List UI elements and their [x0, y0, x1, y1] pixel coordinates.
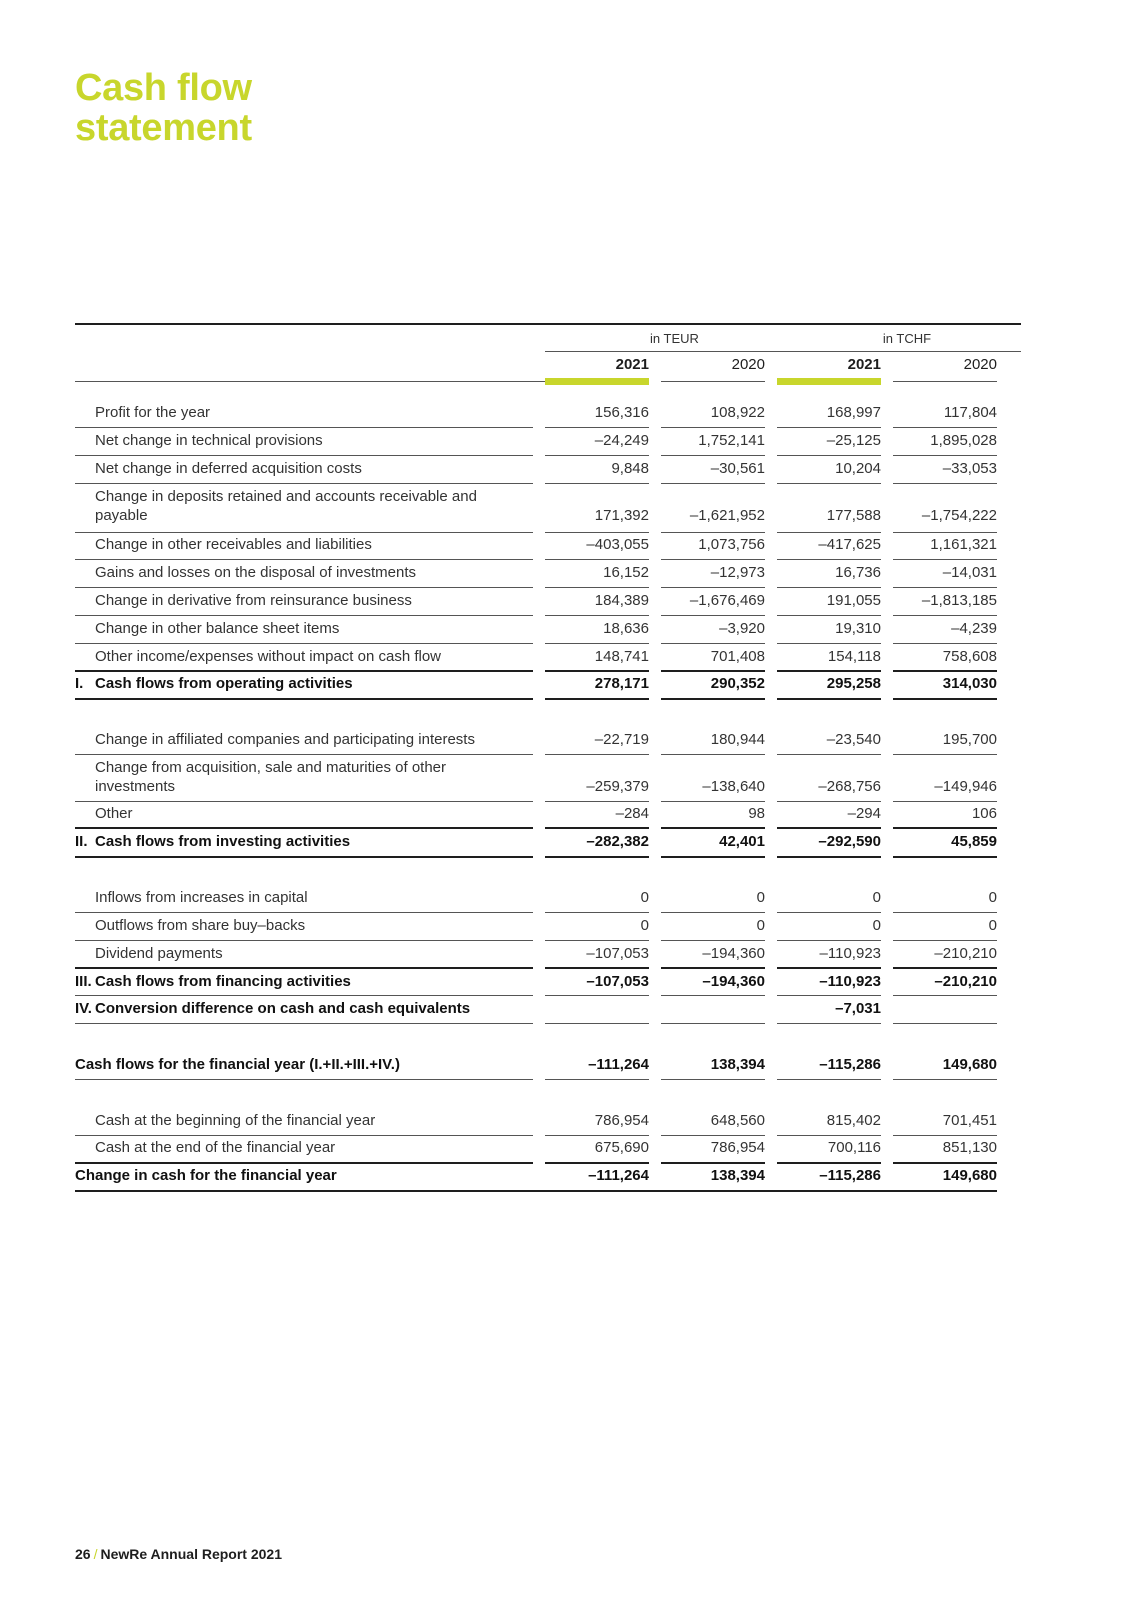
row-rule: [75, 559, 533, 560]
value-cell: –292,590: [818, 833, 881, 850]
value-cell: 290,352: [710, 675, 765, 692]
row-rule: [661, 856, 765, 858]
row-rule: [545, 856, 649, 858]
row-rule: [545, 615, 649, 616]
value-cell: 0: [756, 889, 765, 906]
value-cell: 184,389: [594, 592, 649, 609]
year-header-tchf-2021: 2021: [847, 356, 881, 373]
row-rule: [777, 967, 881, 969]
value-cell: –259,379: [586, 778, 649, 795]
value-cell: –107,053: [586, 945, 649, 962]
row-rule: [777, 801, 881, 802]
value-cell: 786,954: [710, 1139, 765, 1156]
year-header-rule: [893, 381, 997, 382]
year-header-teur-2020: 2020: [731, 356, 765, 373]
row-rule: [661, 1023, 765, 1024]
row-rule: [893, 912, 997, 913]
value-cell: –403,055: [586, 536, 649, 553]
page-title-line-1: Cash flow: [75, 67, 252, 109]
row-rule: [75, 427, 533, 428]
row-rule: [545, 801, 649, 802]
row-rule: [661, 670, 765, 672]
row-label: Cash at the beginning of the financial year: [95, 1112, 376, 1129]
value-cell: 675,690: [594, 1139, 649, 1156]
row-label: Change in affiliated companies and participating interests: [95, 731, 475, 748]
row-rule: [545, 995, 649, 996]
row-label-line: investments: [95, 778, 176, 795]
row-rule: [777, 856, 881, 858]
value-cell: –12,973: [710, 564, 765, 581]
row-rule: [893, 615, 997, 616]
row-rule: [661, 587, 765, 588]
row-rule: [545, 532, 649, 533]
row-label: Net change in technical provisions: [95, 432, 323, 449]
row-rule: [545, 1162, 649, 1164]
value-cell: 138,394: [710, 1167, 765, 1184]
row-rule: [545, 1023, 649, 1024]
value-cell: –23,540: [826, 731, 881, 748]
value-cell: 19,310: [835, 620, 881, 637]
value-cell: –1,754,222: [921, 507, 997, 524]
row-rule: [777, 1135, 881, 1136]
row-rule: [75, 670, 533, 672]
value-cell: 700,116: [827, 1139, 881, 1156]
row-rule: [777, 643, 881, 644]
row-rule: [777, 1162, 881, 1164]
value-cell: 138,394: [710, 1056, 765, 1073]
row-label: Other: [95, 805, 133, 822]
row-rule: [661, 615, 765, 616]
value-cell: 154,118: [827, 648, 881, 665]
value-cell: 149,680: [942, 1056, 997, 1073]
row-rule: [777, 1079, 881, 1080]
value-cell: 1,161,321: [930, 536, 997, 553]
row-rule: [777, 827, 881, 829]
value-cell: 180,944: [710, 731, 765, 748]
row-rule: [75, 801, 533, 802]
value-cell: 1,073,756: [698, 536, 765, 553]
row-rule: [661, 827, 765, 829]
row-rule: [75, 698, 533, 700]
table-top-rule: [75, 323, 1021, 325]
row-label-line: payable: [95, 507, 148, 524]
row-rule: [75, 1079, 533, 1080]
row-rule: [893, 801, 997, 802]
row-label: Other income/expenses without impact on cash flow: [95, 648, 442, 665]
row-rule: [661, 754, 765, 755]
value-cell: 10,204: [835, 460, 881, 477]
value-cell: 0: [988, 889, 997, 906]
value-cell: 177,588: [826, 507, 881, 524]
subtotal-label: Cash flows from operating activities: [95, 675, 353, 692]
year-header-rule: [661, 381, 765, 382]
row-rule: [893, 455, 997, 456]
row-rule: [661, 912, 765, 913]
page-footer: [75, 1546, 282, 1562]
row-rule: [777, 698, 881, 700]
row-label: [95, 487, 530, 525]
row-rule: [661, 801, 765, 802]
subtotal-label: Cash flows from financing activities: [95, 973, 351, 990]
value-cell: 648,560: [710, 1112, 765, 1129]
row-rule: [893, 995, 997, 996]
row-rule: [75, 587, 533, 588]
row-label-line: Change from acquisition, sale and maturities of other: [95, 759, 447, 776]
value-cell: –194,360: [702, 945, 765, 962]
row-rule: [661, 1079, 765, 1080]
value-cell: –138,640: [702, 778, 765, 795]
value-cell: 18,636: [603, 620, 649, 637]
row-rule: [661, 532, 765, 533]
unit-header-tchf: in TCHF: [882, 331, 932, 346]
value-cell: 701,408: [710, 648, 765, 665]
value-cell: –115,286: [819, 1056, 881, 1073]
row-rule: [893, 559, 997, 560]
row-rule: [75, 856, 533, 858]
value-cell: –210,210: [934, 973, 997, 990]
subtotal-label: Cash flows from investing activities: [95, 833, 351, 850]
value-cell: 16,736: [835, 564, 881, 581]
unit-header-rule: [545, 351, 1021, 352]
row-rule: [545, 455, 649, 456]
row-rule: [75, 754, 533, 755]
row-rule: [777, 912, 881, 913]
row-rule: [545, 483, 649, 484]
row-rule: [777, 754, 881, 755]
row-rule: [75, 1162, 533, 1164]
current-year-highlight-teur: [545, 378, 649, 385]
row-rule: [893, 427, 997, 428]
value-cell: –115,286: [819, 1167, 881, 1184]
row-rule: [893, 483, 997, 484]
value-cell: –33,053: [942, 460, 997, 477]
row-rule: [75, 1135, 533, 1136]
value-cell: –194,360: [702, 973, 765, 990]
value-cell: 278,171: [594, 675, 649, 692]
value-cell: –24,249: [594, 432, 649, 449]
row-rule: [545, 698, 649, 700]
row-rule: [777, 532, 881, 533]
section-number: II.: [75, 833, 88, 850]
value-cell: 149,680: [942, 1167, 997, 1184]
row-label: Profit for the year: [95, 404, 211, 421]
row-rule: [661, 698, 765, 700]
year-header-tchf-2020: 2020: [963, 356, 997, 373]
row-rule: [893, 643, 997, 644]
subtotal-label: Change in cash for the financial year: [75, 1167, 337, 1184]
value-cell: 42,401: [719, 833, 765, 850]
value-cell: –417,625: [818, 536, 881, 553]
row-label: [95, 758, 530, 796]
row-rule: [777, 587, 881, 588]
row-rule: [545, 967, 649, 969]
row-label: Net change in deferred acquisition costs: [95, 460, 362, 477]
value-cell: 9,848: [611, 460, 649, 477]
value-cell: –284: [615, 805, 649, 822]
row-rule: [75, 1023, 533, 1024]
year-header-teur-2021: 2021: [615, 356, 649, 373]
row-rule: [75, 827, 533, 829]
value-cell: 45,859: [951, 833, 997, 850]
row-rule: [777, 1023, 881, 1024]
value-cell: –3,920: [719, 620, 765, 637]
value-cell: 16,152: [603, 564, 649, 581]
value-cell: –111,264: [588, 1167, 649, 1184]
row-rule: [661, 940, 765, 941]
row-rule: [545, 1079, 649, 1080]
row-rule: [893, 698, 997, 700]
page-number: 26: [75, 1546, 91, 1562]
value-cell: 314,030: [942, 675, 997, 692]
page-title: [75, 68, 252, 148]
row-rule: [777, 483, 881, 484]
row-rule: [777, 427, 881, 428]
row-rule: [545, 912, 649, 913]
row-rule: [545, 559, 649, 560]
value-cell: –7,031: [835, 1000, 881, 1017]
row-label-line: Change in deposits retained and accounts receivable and: [95, 488, 477, 505]
row-rule: [893, 754, 997, 755]
unit-header-teur: in TEUR: [650, 331, 699, 346]
row-rule: [75, 967, 533, 969]
row-rule: [75, 615, 533, 616]
subtotal-label: Cash flows for the financial year (I.+II.+III.+IV.): [75, 1056, 400, 1073]
footer-separator: /: [93, 1546, 98, 1562]
row-rule: [893, 1162, 997, 1164]
value-cell: –282,382: [586, 833, 649, 850]
row-label: Change in other receivables and liabilities: [95, 536, 372, 553]
value-cell: –25,125: [826, 432, 881, 449]
label-header-rule: [75, 381, 545, 382]
row-rule: [75, 912, 533, 913]
row-rule: [545, 427, 649, 428]
value-cell: 117,804: [943, 404, 997, 421]
row-rule: [545, 827, 649, 829]
value-cell: 0: [988, 917, 997, 934]
section-number: I.: [75, 675, 84, 692]
row-rule: [661, 455, 765, 456]
value-cell: 851,130: [942, 1139, 997, 1156]
value-cell: 815,402: [826, 1112, 881, 1129]
value-cell: –149,946: [934, 778, 997, 795]
value-cell: 195,700: [942, 731, 997, 748]
row-rule: [75, 455, 533, 456]
value-cell: –107,053: [586, 973, 649, 990]
value-cell: 171,392: [594, 507, 649, 524]
row-label: Cash at the end of the financial year: [95, 1139, 336, 1156]
row-rule: [545, 670, 649, 672]
row-rule: [75, 532, 533, 533]
value-cell: 701,451: [942, 1112, 997, 1129]
row-rule: [75, 483, 533, 484]
row-rule: [661, 483, 765, 484]
row-rule: [893, 827, 997, 829]
value-cell: –30,561: [710, 460, 765, 477]
report-name: NewRe Annual Report 2021: [100, 1546, 282, 1562]
subtotal-label: Conversion difference on cash and cash equivalents: [95, 1000, 471, 1017]
page-title-line-2: statement: [75, 107, 252, 149]
row-rule: [777, 670, 881, 672]
row-rule: [777, 615, 881, 616]
row-rule: [545, 587, 649, 588]
value-cell: 98: [748, 805, 765, 822]
value-cell: 758,608: [942, 648, 997, 665]
value-cell: 0: [756, 917, 765, 934]
row-rule: [893, 967, 997, 969]
row-rule: [545, 643, 649, 644]
row-rule: [893, 940, 997, 941]
row-rule: [545, 940, 649, 941]
current-year-highlight-tchf: [777, 378, 881, 385]
row-rule: [893, 532, 997, 533]
row-label: Inflows from increases in capital: [95, 889, 308, 906]
row-rule: [777, 559, 881, 560]
value-cell: –294: [847, 805, 881, 822]
row-rule: [661, 643, 765, 644]
value-cell: –268,756: [818, 778, 881, 795]
section-number: III.: [75, 973, 92, 990]
value-cell: 168,997: [826, 404, 881, 421]
value-cell: –22,719: [594, 731, 649, 748]
row-rule: [661, 559, 765, 560]
value-cell: 1,752,141: [698, 432, 765, 449]
value-cell: 295,258: [826, 675, 881, 692]
row-rule: [893, 856, 997, 858]
row-rule: [777, 455, 881, 456]
value-cell: –110,923: [819, 973, 881, 990]
row-rule: [661, 967, 765, 969]
row-rule: [893, 587, 997, 588]
value-cell: –14,031: [942, 564, 997, 581]
value-cell: –1,621,952: [689, 507, 765, 524]
row-label: Change in other balance sheet items: [95, 620, 340, 637]
row-rule: [545, 754, 649, 755]
row-rule: [893, 670, 997, 672]
row-rule: [893, 1023, 997, 1024]
value-cell: –1,813,185: [921, 592, 997, 609]
value-cell: –1,676,469: [689, 592, 765, 609]
value-cell: 106: [971, 805, 997, 822]
value-cell: –4,239: [951, 620, 997, 637]
row-rule: [893, 1135, 997, 1136]
row-rule: [75, 995, 533, 996]
value-cell: 0: [872, 889, 881, 906]
row-rule: [893, 1079, 997, 1080]
section-number: IV.: [75, 1000, 92, 1017]
value-cell: 0: [640, 917, 649, 934]
value-cell: –110,923: [819, 945, 881, 962]
row-rule: [75, 643, 533, 644]
value-cell: 1,895,028: [930, 432, 997, 449]
row-rule: [777, 940, 881, 941]
value-cell: 0: [872, 917, 881, 934]
row-label: Gains and losses on the disposal of investments: [95, 564, 417, 581]
value-cell: 148,741: [594, 648, 649, 665]
row-rule: [777, 995, 881, 996]
row-label: Change in derivative from reinsurance business: [95, 592, 412, 609]
row-rule: [661, 1162, 765, 1164]
row-label: Dividend payments: [95, 945, 223, 962]
row-rule: [545, 1135, 649, 1136]
value-cell: 0: [640, 889, 649, 906]
value-cell: –210,210: [934, 945, 997, 962]
value-cell: 156,316: [594, 404, 649, 421]
value-cell: –111,264: [588, 1056, 649, 1073]
value-cell: 191,055: [826, 592, 881, 609]
value-cell: 108,922: [710, 404, 765, 421]
row-rule: [75, 940, 533, 941]
table-bottom-rule: [75, 1190, 997, 1192]
value-cell: 786,954: [594, 1112, 649, 1129]
row-rule: [661, 1135, 765, 1136]
row-rule: [661, 427, 765, 428]
row-label: Outflows from share buy–backs: [95, 917, 306, 934]
row-rule: [661, 995, 765, 996]
